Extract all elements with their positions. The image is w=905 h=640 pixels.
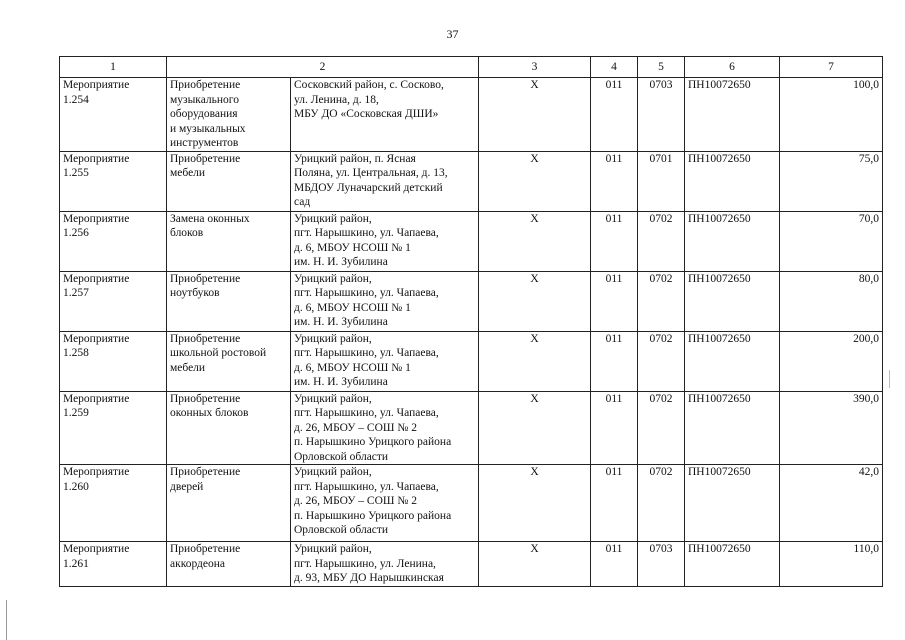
col4-cell: 011 [591, 78, 638, 152]
cell-line: им. Н. И. Зубилина [294, 376, 388, 388]
col4-cell: 011 [591, 465, 638, 542]
cell-line: Мероприятие [63, 392, 130, 405]
address-cell [291, 78, 479, 152]
col4-cell: 011 [591, 391, 638, 465]
cell-line: д. 6, МБОУ НСОШ № 1 [294, 241, 411, 254]
cell-line: Мероприятие [63, 543, 130, 555]
cell-line: дверей [170, 480, 204, 493]
cell-line: Сосковский район, с. Сосково, [294, 79, 444, 91]
address-cell [291, 391, 479, 465]
event-cell [60, 211, 167, 271]
col5-cell: 0702 [638, 271, 685, 331]
cell-line: Приобретение [170, 543, 241, 555]
cell-line: Мероприятие [63, 79, 130, 91]
cell-line: Урицкий район, [294, 212, 372, 225]
item-cell [167, 271, 291, 331]
event-cell [60, 78, 167, 152]
table-row [60, 271, 883, 331]
address-cell [291, 151, 479, 211]
event-cell [60, 465, 167, 542]
cell-line: Мероприятие [63, 332, 130, 345]
col5-cell: 0701 [638, 151, 685, 211]
cell-line: пгт. Нарышкино, ул. Чапаева, [294, 407, 439, 419]
cell-line: 1.256 [63, 227, 89, 239]
scan-artifact-left [6, 600, 7, 640]
event-cell [60, 271, 167, 331]
header-row [60, 57, 883, 78]
cell-line: Приобретение [170, 272, 241, 285]
cell-line: 1.258 [63, 347, 89, 359]
col6-cell: ПН10072650 [685, 211, 780, 271]
cell-line: Замена оконных [170, 212, 250, 225]
cell-line: мебели [170, 167, 206, 179]
header-col-3: 3 [479, 57, 591, 78]
amount-cell: 390,0 [780, 391, 883, 465]
col3-cell: Х [479, 391, 591, 465]
cell-line: пгт. Нарышкино, ул. Чапаева, [294, 227, 439, 239]
col5-cell: 0703 [638, 78, 685, 152]
cell-line: сад [294, 196, 311, 208]
col5-cell: 0703 [638, 542, 685, 587]
address-cell [291, 465, 479, 542]
budget-table [59, 56, 883, 587]
event-cell [60, 391, 167, 465]
cell-line: оборудования [170, 108, 238, 120]
col6-cell: ПН10072650 [685, 271, 780, 331]
header-col-6: 6 [685, 57, 780, 78]
cell-line: п. Нарышкино Урицкого района [294, 509, 452, 522]
cell-line: 1.257 [63, 287, 89, 299]
cell-line: и музыкальных [170, 122, 246, 135]
amount-cell: 70,0 [780, 211, 883, 271]
header-col-7: 7 [780, 57, 883, 78]
col3-cell: Х [479, 331, 591, 391]
cell-line: МБДОУ Луначарский детский [294, 181, 443, 194]
cell-line: 1.260 [63, 480, 89, 493]
table-row [60, 465, 883, 542]
event-cell [60, 331, 167, 391]
cell-line: Приобретение [170, 332, 241, 345]
page-number: 37 [446, 27, 459, 41]
col3-cell: Х [479, 271, 591, 331]
cell-line: инструментов [170, 137, 239, 149]
cell-line: Орловской области [294, 524, 389, 536]
cell-line: 1.261 [63, 557, 89, 570]
col3-cell: Х [479, 465, 591, 542]
col4-cell: 011 [591, 211, 638, 271]
cell-line: Мероприятие [63, 152, 130, 165]
address-cell [291, 271, 479, 331]
cell-line: Мероприятие [63, 212, 130, 225]
cell-line: 1.255 [63, 167, 89, 179]
col5-cell: 0702 [638, 391, 685, 465]
address-cell [291, 542, 479, 587]
item-cell [167, 211, 291, 271]
cell-line: пгт. Нарышкино, ул. Чапаева, [294, 347, 439, 359]
cell-line: ноутбуков [170, 287, 220, 299]
col6-cell: ПН10072650 [685, 78, 780, 152]
item-cell [167, 331, 291, 391]
cell-line: Орловской области [294, 450, 389, 463]
col3-cell: Х [479, 542, 591, 587]
cell-line: Урицкий район, [294, 392, 372, 405]
cell-line: МБУ ДО «Сосковская ДШИ» [294, 108, 439, 120]
header-col-5: 5 [638, 57, 685, 78]
item-cell [167, 78, 291, 152]
col5-cell: 0702 [638, 465, 685, 542]
address-cell [291, 331, 479, 391]
scan-artifact-right [889, 370, 890, 388]
cell-line: музыкального [170, 93, 239, 106]
table-row [60, 211, 883, 271]
cell-line: Приобретение [170, 392, 241, 405]
amount-cell: 80,0 [780, 271, 883, 331]
cell-line: блоков [170, 227, 204, 239]
cell-line: пгт. Нарышкино, ул. Чапаева, [294, 287, 439, 299]
event-cell [60, 151, 167, 211]
cell-line: п. Нарышкино Урицкого района [294, 436, 452, 448]
col4-cell: 011 [591, 331, 638, 391]
col3-cell: Х [479, 211, 591, 271]
cell-line: им. Н. И. Зубилина [294, 316, 388, 328]
header-col-4: 4 [591, 57, 638, 78]
cell-line: аккордеона [170, 557, 226, 570]
cell-line: д. 26, МБОУ – СОШ № 2 [294, 421, 417, 434]
amount-cell: 42,0 [780, 465, 883, 542]
cell-line: 1.254 [63, 93, 89, 106]
cell-line: д. 6, МБОУ НСОШ № 1 [294, 361, 411, 374]
table-row [60, 151, 883, 211]
cell-line: Приобретение [170, 466, 241, 478]
col6-cell: ПН10072650 [685, 151, 780, 211]
item-cell [167, 151, 291, 211]
col4-cell: 011 [591, 542, 638, 587]
cell-line: пгт. Нарышкино, ул. Чапаева, [294, 480, 439, 493]
cell-line: Приобретение [170, 152, 241, 165]
cell-line: Поляна, ул. Центральная, д. 13, [294, 167, 448, 179]
cell-line: д. 26, МБОУ – СОШ № 2 [294, 495, 417, 507]
col5-cell: 0702 [638, 211, 685, 271]
table-row [60, 542, 883, 587]
amount-cell: 75,0 [780, 151, 883, 211]
header-col-2: 2 [167, 57, 479, 78]
item-cell [167, 391, 291, 465]
event-cell [60, 542, 167, 587]
cell-line: им. Н. И. Зубилина [294, 256, 388, 268]
col3-cell: Х [479, 78, 591, 152]
col5-cell: 0702 [638, 331, 685, 391]
col6-cell: ПН10072650 [685, 391, 780, 465]
amount-cell: 100,0 [780, 78, 883, 152]
amount-cell: 200,0 [780, 331, 883, 391]
table-row [60, 331, 883, 391]
cell-line: Мероприятие [63, 466, 130, 478]
cell-line: оконных блоков [170, 407, 249, 419]
cell-line: 1.259 [63, 407, 89, 419]
amount-cell: 110,0 [780, 542, 883, 587]
cell-line: Приобретение [170, 79, 241, 91]
col3-cell: Х [479, 151, 591, 211]
table-row [60, 391, 883, 465]
cell-line: школьной ростовой [170, 347, 267, 359]
col4-cell: 011 [591, 271, 638, 331]
cell-line: ул. Ленина, д. 18, [294, 93, 379, 106]
col6-cell: ПН10072650 [685, 542, 780, 587]
cell-line: Урицкий район, п. Ясная [294, 152, 416, 165]
cell-line: Урицкий район, [294, 272, 372, 285]
cell-line: Урицкий район, [294, 543, 372, 555]
table-row [60, 78, 883, 152]
cell-line: Мероприятие [63, 272, 130, 285]
item-cell [167, 542, 291, 587]
cell-line: Урицкий район, [294, 466, 372, 478]
col6-cell: ПН10072650 [685, 331, 780, 391]
cell-line: пгт. Нарышкино, ул. Ленина, [294, 557, 436, 570]
cell-line: д. 93, МБУ ДО Нарышкинская [294, 572, 444, 584]
cell-line: Урицкий район, [294, 332, 372, 345]
cell-line: д. 6, МБОУ НСОШ № 1 [294, 301, 411, 314]
item-cell [167, 465, 291, 542]
header-col-1: 1 [60, 57, 167, 78]
address-cell [291, 211, 479, 271]
col6-cell: ПН10072650 [685, 465, 780, 542]
cell-line: мебели [170, 361, 206, 374]
table-body [60, 78, 883, 587]
col4-cell: 011 [591, 151, 638, 211]
